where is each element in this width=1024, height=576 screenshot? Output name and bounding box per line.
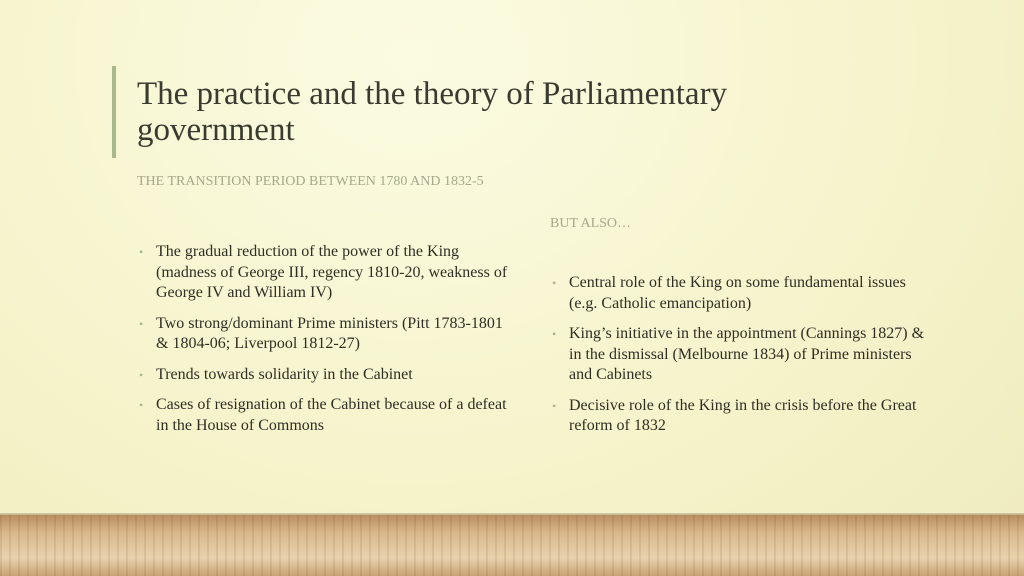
slide-title: The practice and the theory of Parliamentary government: [137, 76, 728, 148]
list-item: [550, 273, 930, 314]
list-item-text: King’s initiative in the appointment (Cannings 1827) & in the dismissal (Melbourne 1834) of Prime ministers and Cabinets: [569, 325, 925, 383]
list-item: [550, 396, 930, 437]
bullet-icon: •: [552, 276, 557, 290]
wood-floor-decoration: [0, 515, 1024, 576]
bullet-icon: •: [139, 367, 144, 382]
right-bullet-list: [550, 273, 930, 447]
bullet-icon: •: [552, 327, 557, 341]
list-item: [137, 365, 517, 386]
bullet-icon: •: [139, 398, 144, 412]
list-item-text: Two strong/dominant Prime ministers (Pitt 1783-1801 & 1804-06; Liverpool 1812-27): [156, 314, 503, 352]
bullet-icon: •: [552, 398, 557, 413]
right-column-heading: BUT ALSO…: [550, 216, 632, 231]
list-item-text: Trends towards solidarity in the Cabinet: [156, 365, 413, 383]
bullet-icon: •: [139, 316, 144, 331]
list-item: [550, 324, 930, 386]
list-item-text: Central role of the King on some fundamental issues (e.g. Catholic emancipation): [569, 274, 906, 312]
left-column-heading: THE TRANSITION PERIOD BETWEEN 1780 AND 1832-5: [137, 174, 484, 189]
bullet-icon: •: [139, 245, 144, 259]
list-item-text: The gradual reduction of the power of the King (madness of George III, regency 1810-20, weakness of George IV and William IV): [156, 243, 508, 301]
list-item-text: Cases of resignation of the Cabinet because of a defeat in the House of Commons: [156, 396, 507, 434]
list-item: [137, 314, 517, 355]
title-accent-bar: [112, 66, 116, 158]
left-bullet-list: [137, 242, 517, 446]
list-item-text: Decisive role of the King in the crisis before the Great reform of 1832: [569, 396, 917, 434]
list-item: [137, 395, 517, 436]
list-item: [137, 242, 517, 304]
